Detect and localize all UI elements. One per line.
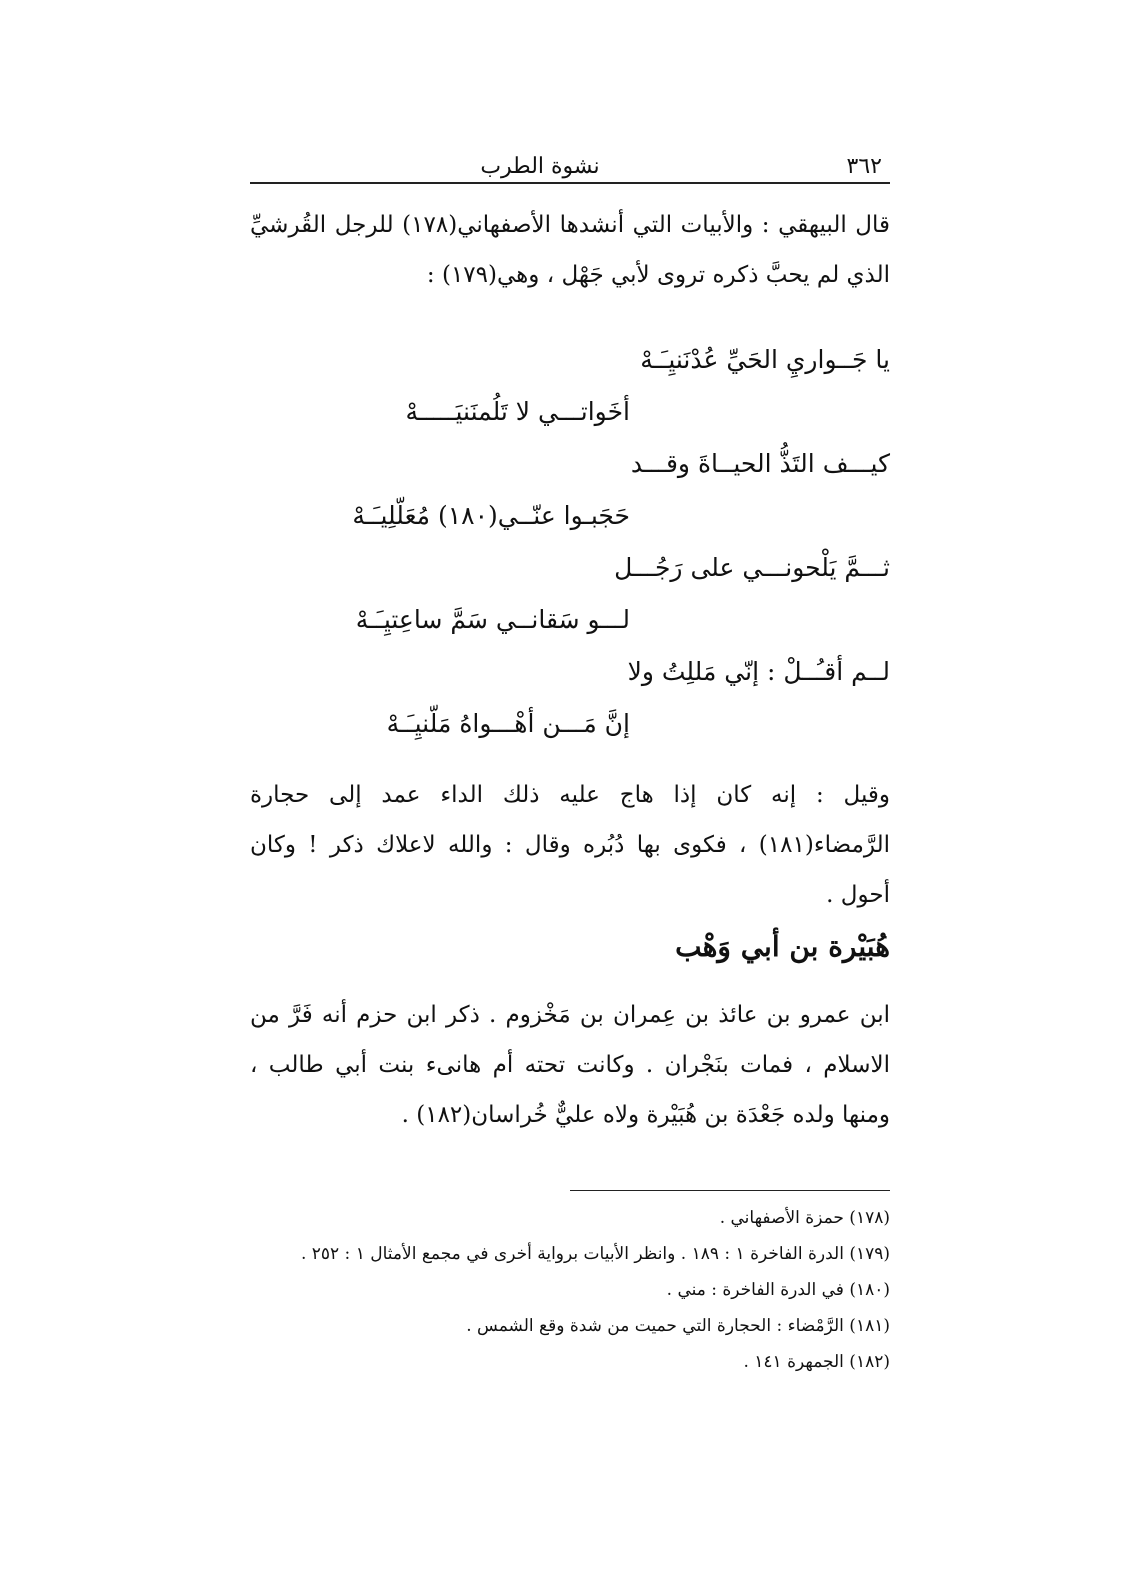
footnote-rule — [570, 1190, 890, 1191]
verse-1-second-hemistich: أخَواتـــي لا تَلُمنَنيَـــــهْ — [405, 397, 630, 426]
verse-4-first-hemistich: لــم أقـُــلْ : إنّي مَللِتُ ولا — [627, 657, 890, 686]
section-heading: هُبَيْرة بن أبي وَهْب — [675, 930, 890, 963]
footnote-179: (١٧٩) الدرة الفاخرة ١ : ١٨٩ . وانظر الأبيات برواية أخرى في مجمع الأمثال ١ : ٢٥٢ . — [300, 1244, 890, 1264]
footnotes — [250, 1200, 890, 1380]
verse-2-first-hemistich: كيـــف التَذُّ الحيــاةَ وقـــد — [630, 449, 890, 478]
section-paragraph: ابن عمرو بن عائذ بن عِمران بن مَخْزوم . ذكر ابن حزم أنه فَرَّ من الاسلام ، فمات بنَجْران . وكانت تحته أم هانىء بنت أبي طالب ، ومنها ولده جَعْدَة بن هُبَيْرة ولاه عليٌّ خُراسان(١٨٢) . — [250, 1002, 890, 1128]
verse-4-second-hemistich: إنَّ مَـــن أهْـــواهُ مَلّنيِـَـهْ — [386, 709, 630, 738]
book-page — [250, 140, 890, 1440]
footnote-178: (١٧٨) حمزة الأصفهاني . — [719, 1208, 890, 1228]
verse-1-first-hemistich: يا جَــواريِ الحَيِّ عُدْنَنيِـَـهْ — [640, 345, 890, 374]
intro-paragraph: قال البيهقي : والأبيات التي أنشدها الأصفهاني(١٧٨) للرجل القُرشيِّ الذي لم يحبَّ ذكره تروى لأبي جَهْل ، وهي(١٧٩) : — [250, 212, 891, 288]
page-number: ٣٦٢ — [846, 154, 882, 179]
verse-3-first-hemistich: ثـــمَّ يَلْحونـــي على رَجُـــل — [614, 553, 890, 582]
anecdote-paragraph: وقيل : إنه كان إذا هاج عليه ذلك الداء عمد إلى حجارة الرَّمضاء(١٨١) ، فكوى بها دُبُره وقال : والله لاعلاك ذكر ! وكان أحول . — [250, 782, 890, 908]
footnote-180: (١٨٠) في الدرة الفاخرة : مني . — [666, 1280, 890, 1300]
footnote-181: (١٨١) الرَّمْضاء : الحجارة التي حميت من شدة وقع الشمس . — [466, 1316, 890, 1336]
verse-2-second-hemistich: حَجَبـوا عنّــي(١٨٠) مُعَلّلِيـَـهْ — [352, 501, 630, 530]
footnote-182: (١٨٢) الجمهرة ١٤١ . — [743, 1352, 890, 1372]
running-header — [250, 150, 890, 190]
verse-3-second-hemistich: لـــو سَقانــي سَمَّ ساعِتيِـَـهْ — [355, 605, 630, 634]
header-rule — [250, 182, 890, 184]
book-title: نشوة الطرب — [480, 154, 600, 179]
